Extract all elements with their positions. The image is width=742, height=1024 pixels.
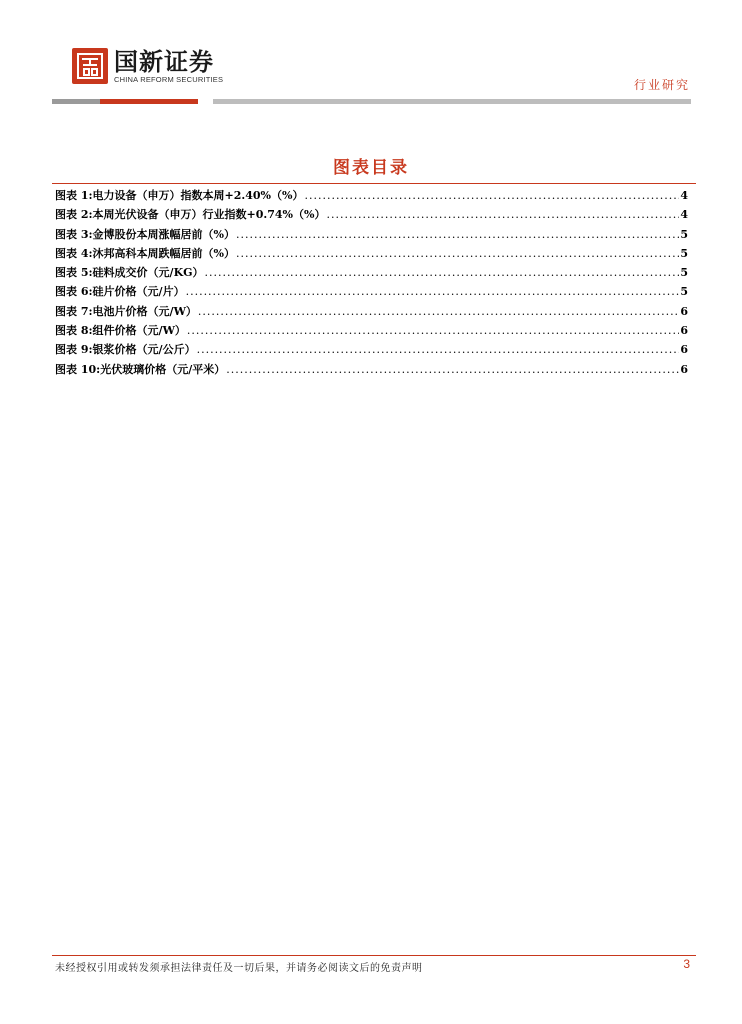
logo-chinese-name: 国新证券 — [114, 47, 214, 76]
toc-item-text: 金博股份本周涨幅居前（%） — [92, 227, 235, 241]
toc-item-text: 硅料成交价（元/KG） — [92, 266, 204, 280]
toc-item-text: 硅片价格（元/片） — [92, 285, 185, 299]
toc-item-text: 光伏玻璃价格（元/平米） — [100, 362, 226, 376]
report-category: 行业研究 — [633, 78, 690, 92]
toc-item-label: 图表 10: — [55, 362, 101, 376]
toc-leader-dots — [304, 189, 679, 202]
toc-item[interactable] — [55, 322, 688, 341]
toc-item-label: 图表 2: — [55, 208, 93, 222]
toc-item-page: 4 — [680, 189, 688, 202]
toc-item-text: 电力设备（申万）指数本周+2.40%（%） — [92, 189, 304, 202]
toc-title: 图表目录 — [333, 158, 409, 178]
toc-item[interactable] — [55, 361, 688, 380]
logo-english-name: CHINA REFORM SECURITIES — [114, 74, 224, 84]
toc-item[interactable] — [55, 264, 688, 283]
toc-item[interactable] — [55, 303, 688, 322]
toc-leader-dots — [186, 285, 680, 298]
toc-item[interactable] — [55, 187, 688, 206]
toc-item-text: 本周光伏设备（申万）行业指数+0.74%（%） — [92, 208, 326, 222]
toc-leader-dots — [197, 343, 680, 356]
toc-item-text: 电池片价格（元/W） — [92, 304, 197, 318]
toc-item-label: 图表 3: — [55, 227, 93, 241]
toc-leader-dots — [198, 305, 679, 318]
toc-item-page: 6 — [680, 343, 688, 357]
header-divider-bar — [213, 99, 691, 104]
toc-leader-dots — [187, 324, 679, 337]
toc-item-page: 4 — [680, 208, 688, 222]
toc-item-label: 图表 5: — [55, 266, 93, 280]
seal-logo-icon — [72, 48, 108, 84]
toc-item-text: 组件价格（元/W） — [92, 324, 186, 338]
toc-item-label: 图表 4: — [55, 246, 93, 260]
toc-item-label: 图表 7: — [55, 304, 93, 318]
toc-item-label: 图表 8: — [55, 324, 93, 338]
toc-leader-dots — [236, 228, 679, 241]
toc-item-label: 图表 6: — [55, 285, 93, 299]
toc-leader-dots — [326, 208, 679, 221]
toc-list — [55, 187, 688, 380]
page-number: 3 — [683, 957, 690, 971]
toc-item[interactable] — [55, 283, 688, 302]
toc-divider — [52, 183, 696, 184]
toc-item-label: 图表 1: — [55, 189, 93, 202]
toc-item[interactable] — [55, 341, 688, 360]
toc-item-page: 6 — [680, 304, 688, 318]
toc-leader-dots — [236, 247, 679, 260]
toc-item-page: 5 — [680, 266, 688, 280]
toc-item[interactable] — [55, 206, 688, 225]
toc-leader-dots — [226, 363, 679, 376]
toc-item[interactable] — [55, 226, 688, 245]
toc-item-page: 6 — [680, 362, 688, 376]
company-logo — [72, 48, 223, 84]
footer-disclaimer: 未经授权引用或转发须承担法律责任及一切后果，并请务必阅读文后的免责声明 — [55, 963, 423, 974]
toc-item-page: 5 — [680, 227, 688, 241]
toc-leader-dots — [205, 266, 680, 279]
toc-item-page: 5 — [680, 246, 688, 260]
footer-divider — [52, 955, 696, 956]
toc-item-label: 图表 9: — [55, 343, 93, 357]
toc-item-page: 5 — [680, 285, 688, 299]
toc-item[interactable] — [55, 245, 688, 264]
toc-item-text: 沐邦高科本周跌幅居前（%） — [92, 246, 235, 260]
toc-item-text: 银浆价格（元/公斤） — [92, 343, 196, 357]
header-gray-segment — [52, 99, 100, 104]
toc-item-page: 6 — [680, 324, 688, 338]
